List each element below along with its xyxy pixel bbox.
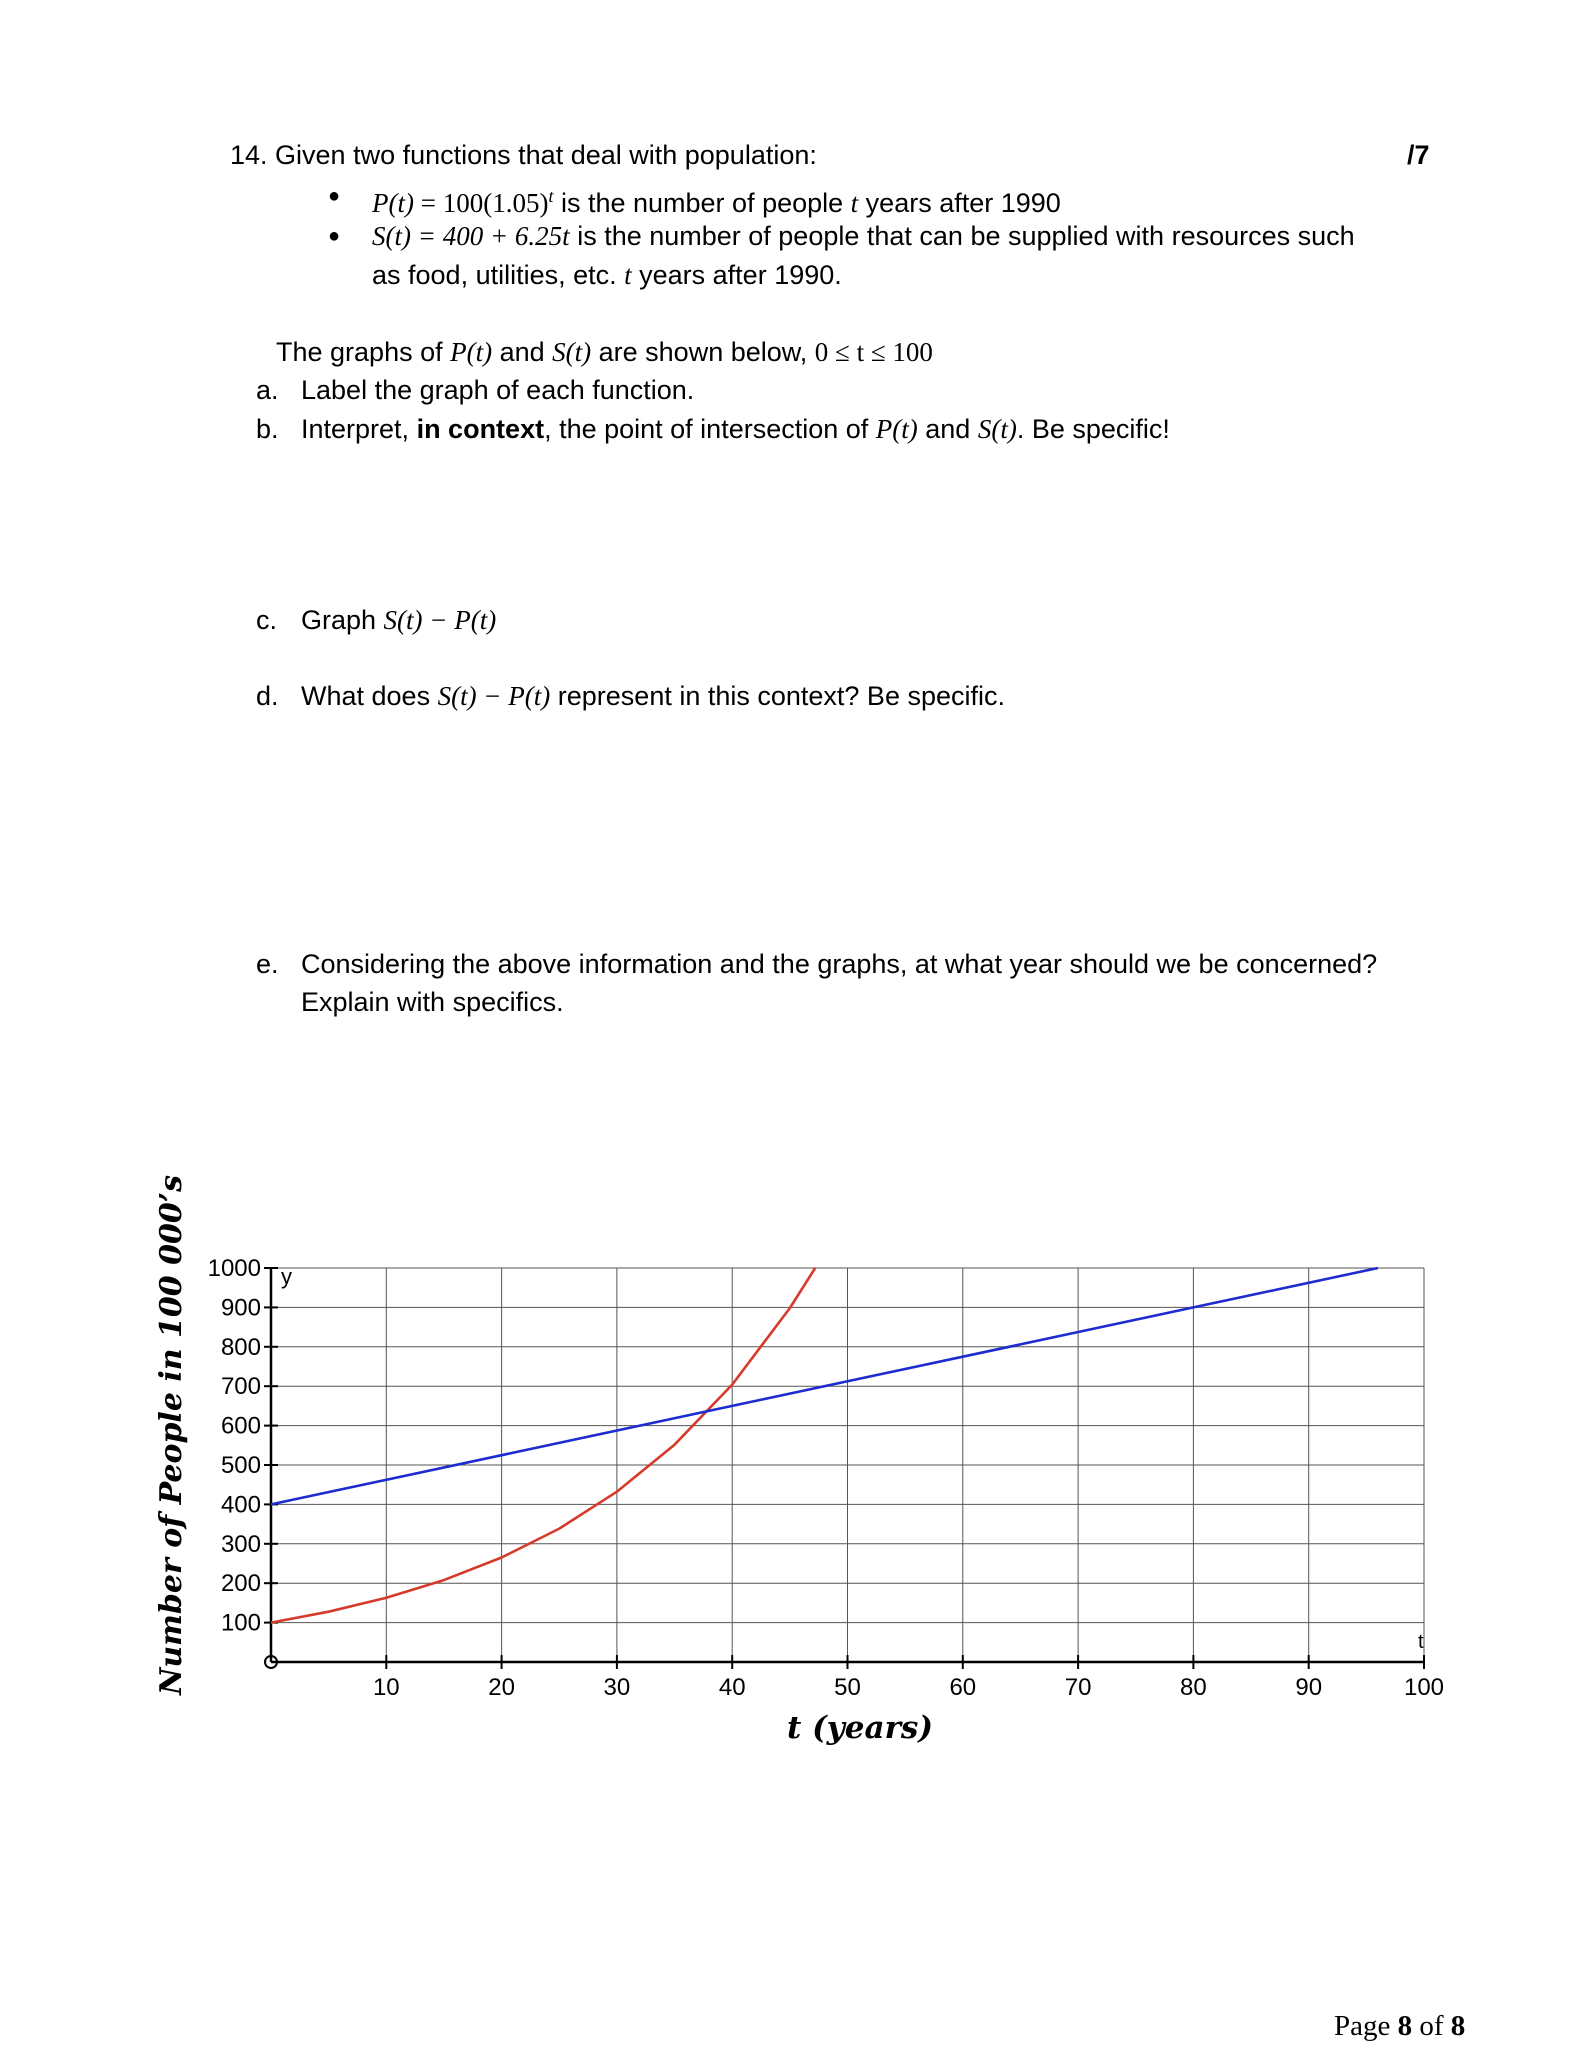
part-b-letter: b. <box>256 414 279 444</box>
part-b-p: P(t) <box>875 414 918 444</box>
p-expression-eq: = 100(1.05) <box>413 188 549 218</box>
part-b-s: S(t) <box>977 414 1017 444</box>
intro-and: and <box>492 337 553 367</box>
part-b-t3: . Be specific! <box>1016 414 1170 444</box>
y-tick-label: 400 <box>220 1491 261 1519</box>
part-a-letter: a. <box>256 375 279 405</box>
s-desc-line1: is the number of people that can be supplied with resources such <box>569 221 1355 251</box>
p-expression-name: P(t) <box>372 188 414 218</box>
footer-of-word: of <box>1412 2010 1451 2042</box>
intro-text-a: The graphs of <box>276 337 451 367</box>
x-tick-label: 40 <box>718 1674 746 1701</box>
x-tick-label: 70 <box>1064 1674 1092 1701</box>
y-tick-label: 700 <box>220 1373 261 1401</box>
s-var: t <box>624 260 632 290</box>
y-axis-title: Number of People in 100 000’s <box>154 1174 189 1696</box>
y-variable-label: y <box>281 1264 292 1289</box>
footer-page-total: 8 <box>1450 2010 1466 2042</box>
x-tick-label: 80 <box>1180 1674 1207 1701</box>
x-tick-label: 10 <box>372 1674 400 1701</box>
intro-range: 0 ≤ t ≤ 100 <box>814 337 933 367</box>
s-desc-line2-b: years after 1990. <box>631 260 842 290</box>
part-c-letter: c. <box>256 605 278 635</box>
x-tick-label: 20 <box>488 1674 515 1701</box>
part-e-line2: Explain with specifics. <box>301 987 564 1017</box>
x-tick-label: 60 <box>949 1674 977 1701</box>
x-tick-label: 100 <box>1403 1674 1445 1701</box>
points-value: /7 <box>1407 140 1430 170</box>
part-c-expr: S(t) − P(t) <box>383 605 497 635</box>
part-b-t1: Interpret, <box>301 414 417 444</box>
y-tick-label: 200 <box>220 1570 261 1598</box>
y-tick-label: 600 <box>220 1412 261 1440</box>
p-expression-exponent: t <box>548 186 554 206</box>
y-tick-label: 100 <box>220 1609 261 1637</box>
part-b-bold: in context <box>416 414 545 444</box>
part-d-t1: What does <box>301 681 438 711</box>
part-b-and: and <box>917 414 978 444</box>
part-d-letter: d. <box>256 681 279 711</box>
part-c-label: Graph <box>301 605 384 635</box>
s-desc-line2-a: as food, utilities, etc. <box>372 260 625 290</box>
footer-page-word: Page <box>1334 2010 1398 2042</box>
y-tick-label: 900 <box>220 1294 261 1322</box>
intro-text-b: are shown below, <box>591 337 815 367</box>
x-tick-label: 30 <box>603 1674 631 1701</box>
p-desc-b: years after 1990 <box>858 188 1061 218</box>
intro-p: P(t) <box>450 337 493 367</box>
part-d-expr: S(t) − P(t) <box>437 681 551 711</box>
y-tick-label: 500 <box>220 1452 261 1479</box>
part-e-line1: Considering the above information and the graphs, at what year should we be concerned? <box>301 949 1378 979</box>
part-b-t2: , the point of intersection of <box>544 414 876 444</box>
y-tick-label: 800 <box>220 1333 261 1361</box>
x-variable-label: t <box>1418 1631 1424 1653</box>
p-desc-a: is the number of people <box>553 188 851 218</box>
s-expression: S(t) = 400 + 6.25t <box>372 221 570 251</box>
page-footer <box>1334 2010 1465 2043</box>
p-var: t <box>850 188 859 218</box>
part-d-t2: represent in this context? Be specific. <box>550 681 1005 711</box>
x-tick-label: 90 <box>1295 1674 1323 1701</box>
bullet-icon: ● <box>328 225 341 247</box>
x-tick-label: 50 <box>834 1674 861 1701</box>
y-tick-label: 1000 <box>207 1255 261 1282</box>
x-axis-title: t (years) <box>786 1710 934 1746</box>
y-tick-label: 300 <box>220 1530 261 1558</box>
intro-s: S(t) <box>552 337 592 367</box>
bullet-icon: ● <box>328 185 341 207</box>
part-e-letter: e. <box>256 949 279 979</box>
question-title: 14. Given two functions that deal with population: <box>230 140 817 170</box>
part-a-text: Label the graph of each function. <box>301 375 695 405</box>
footer-page-number: 8 <box>1397 2010 1413 2042</box>
